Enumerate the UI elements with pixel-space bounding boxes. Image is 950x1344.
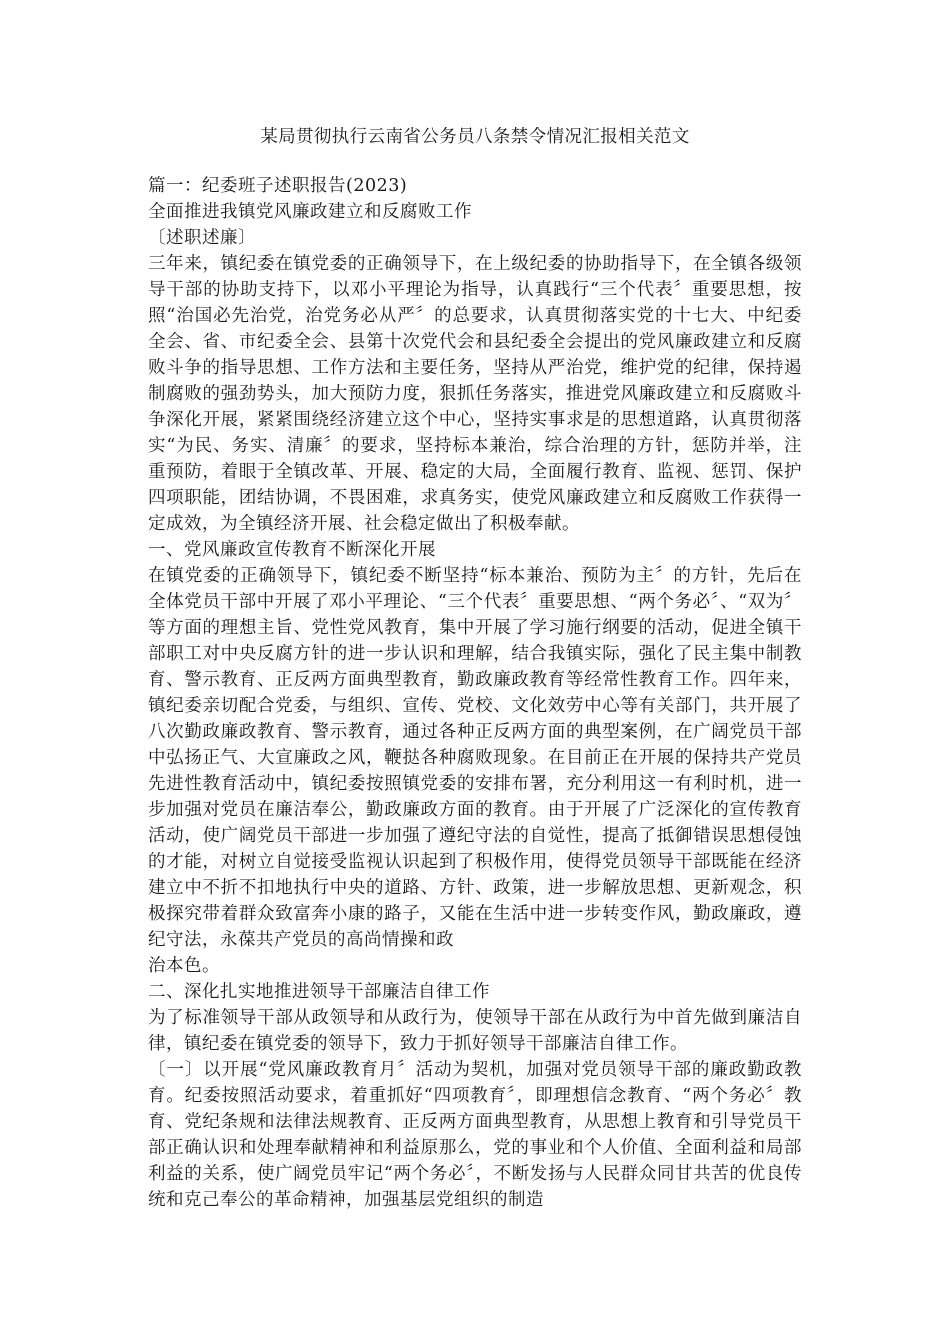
document-title: 某局贯彻执行云南省公务员八条禁令情况汇报相关范文 bbox=[260, 127, 690, 147]
report-label: 〔述职述廉〕 bbox=[148, 228, 256, 248]
paragraph: 三年来，镇纪委在镇党委的正确领导下，在上级纪委的协助指导下，在全镇各级领导干部的协助支持下，以邓小平理论为指导，认真践行“三个代表〞重要思想，按照“治国必先治党，治党务必从严〞的总要求，认真贯彻落实党的十七大、中纪委全会、省、市纪委全会、县第十次党代会和县纪委全会提出的党风廉政建立和反腐败斗争的指导思想、工作方法和主要任务，坚持从严治党，维护党的纪律，保持遏制腐败的强劲势头，加大预防力度，狠抓任务落实，推进党风廉政建立和反腐败斗争深化开展，紧紧围绕经济建立这个中心，坚持实事求是的思想道路，认真贯彻落实“为民、务实、清廉〞的要求，坚持标本兼治，综合治理的方针，惩防并举，注重预防，着眼于全镇改革、开展、稳定的大局，全面履行教育、监视、惩罚、保护四项职能，团结协调，不畏困难，求真务实，使党风廉政建立和反腐败工作获得一定成效，为全镇经济开展、社会稳定做出了积极奉献。 bbox=[148, 254, 802, 534]
section-heading: 二、深化扎实地推进领导干部廉洁自律工作 bbox=[148, 982, 490, 1002]
paragraph: 治本色。 bbox=[148, 956, 220, 976]
document-page bbox=[148, 124, 802, 1213]
section-heading: 一、党风廉政宣传教育不断深化开展 bbox=[148, 540, 436, 560]
section-heading: 篇一：纪委班子述职报告(2023) bbox=[148, 176, 408, 196]
paragraph: 为了标准领导干部从政领导和从政行为，使领导干部在从政行为中首先做到廉洁自律，镇纪委在镇党委的领导下，致力于抓好领导干部廉洁自律工作。 bbox=[148, 1008, 802, 1054]
paragraph: 在镇党委的正确领导下，镇纪委不断坚持“标本兼治、预防为主〞的方针，先后在全体党员干部中开展了邓小平理论、“三个代表〞重要思想、“两个务必〞、“双为〞等方面的理想主旨、党性党风教育，集中开展了学习施行纲要的活动，促进全镇干部职工对中央反腐方针的进一步认识和理解，结合我镇实际，强化了民主集中制教育、警示教育、正反两方面典型教育，勤政廉政教育等经常性教育工作。四年来，镇纪委亲切配合党委，与组织、宣传、党校、文化效劳中心等有关部门，共开展了八次勤政廉政教育、警示教育，通过各种正反两方面的典型案例，在广阔党员干部中弘扬正气、大宣廉政之风，鞭挞各种腐败现象。在目前正在开展的保持共产党员先进性教育活动中，镇纪委按照镇党委的安排布署，充分利用这一有利时机，进一步加强对党员在廉洁奉公，勤政廉政方面的教育。由于开展了广泛深化的宣传教育活动，使广阔党员干部进一步加强了遵纪守法的自觉性，提高了抵御错误思想侵蚀的才能，对树立自觉接受监视认识起到了积极作用，使得党员领导干部既能在经济建立中不折不扣地执行中央的道路、方针、政策，进一步解放思想、更新观念，积极探究带着群众致富奔小康的路子，又能在生活中进一步转变作风，勤政廉政，遵纪守法，永葆共产党员的高尚情操和政 bbox=[148, 566, 802, 950]
report-subtitle: 全面推进我镇党风廉政建立和反腐败工作 bbox=[148, 202, 472, 222]
paragraph: 〔一〕以开展“党风廉政教育月〞活动为契机，加强对党员领导干部的廉政勤政教育。纪委按照活动要求，着重抓好“四项教育〞，即理想信念教育、“两个务必〞教育、党纪条规和法律法规教育、正反两方面典型教育，从思想上教育和引导党员干部正确认识和处理奉献精神和利益原那么，党的事业和个人价值、全面利益和局部利益的关系，使广阔党员牢记“两个务必〞，不断发扬与人民群众同甘共苦的优良传统和克己奉公的革命精神，加强基层党组织的制造 bbox=[148, 1060, 802, 1210]
